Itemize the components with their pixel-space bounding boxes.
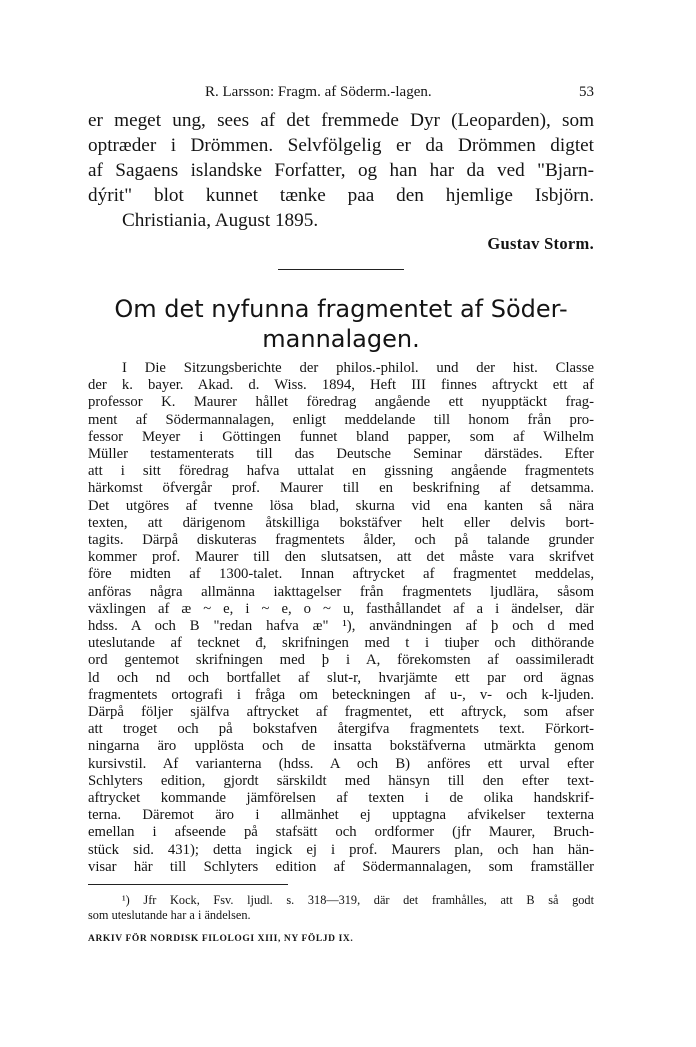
article-title bbox=[88, 294, 594, 354]
printer-signature-line: ARKIV FÖR NORDISK FILOLOGI XIII, NY FÖLJD IX. bbox=[88, 934, 354, 945]
article-title-line: Om det nyfunna fragmentet af Söder- bbox=[114, 295, 568, 323]
text-line: er meget ung, sees af det fremmede Dyr (Leoparden), som bbox=[88, 110, 594, 131]
text-line: hdss. A och B "redan hafva æ" ¹), användningen af þ och d med bbox=[88, 618, 594, 635]
text-line: tagits. Därpå diskuteras fragmentets ålder, och på talande grunder bbox=[88, 532, 594, 549]
running-head bbox=[88, 84, 594, 108]
text-line: att troget och på bokstafven återgifva fragmentets text. Förkort- bbox=[88, 721, 594, 738]
preceding-article-end bbox=[88, 108, 594, 208]
text-line: fessor Meyer i Göttingen funnet bland papper, som af Wilhelm bbox=[88, 428, 594, 445]
text-line: Müller testamenterats till das Deutsche Seminar därstädes. Efter bbox=[88, 446, 594, 463]
text-line: före midten af 1300-talet. Innan aftrycket af fragmentet meddelas, bbox=[88, 566, 594, 583]
dateline: Christiania, August 1895. bbox=[122, 210, 319, 231]
text-line: Schlyters edition, gjordt särskildt med hänsyn till den efter text- bbox=[88, 772, 594, 789]
footnote bbox=[88, 893, 594, 922]
text-line: dýrit" blot kunnet tænke paa den hjemlige Isbjörn. bbox=[88, 185, 594, 206]
text-line: der k. bayer. Akad. d. Wiss. 1894, Heft III finnes aftryckt ett af bbox=[88, 377, 594, 394]
text-line: optræder i Drömmen. Selvfölgelig er da Drömmen digtet bbox=[88, 135, 594, 156]
text-line: terna. Däremot äro i allmänhet ej upptagna afvikelser texterna bbox=[88, 807, 594, 824]
text-line: att i sitt föredrag hafva uttalat en gissning angående fragmentets bbox=[88, 463, 594, 480]
text-line: fragmentets ortografi i fråga om beteckningen af u-, v- och k-ljuden. bbox=[88, 686, 594, 703]
text-line: texten, att därigenom åtskilliga bokstäfver helt eller delvis bort- bbox=[88, 514, 594, 531]
footnote-line: ¹) Jfr Kock, Fsv. ljudl. s. 318—319, där det framhålles, att B så godt bbox=[122, 893, 594, 908]
text-line: I Die Sitzungsberichte der philos.-philol. und der hist. Classe bbox=[122, 360, 594, 376]
text-line: professor K. Maurer hållet föredrag angående ett nyupptäckt frag- bbox=[88, 394, 594, 411]
text-line: ld och nd och bortfallet af slut-r, hvarjämte ett par ord ägnas bbox=[88, 669, 594, 686]
article-title-line: mannalagen. bbox=[262, 325, 420, 353]
article-body bbox=[88, 360, 594, 876]
text-line: uteslutande af tecknet đ, skrifningen med t i tiuþer och dithörande bbox=[88, 635, 594, 652]
text-line: Därpå följer själfva aftrycket af fragmentet, ett aftryck, som afser bbox=[88, 704, 594, 721]
page bbox=[88, 84, 594, 944]
text-line: af Sagaens islandske Forfatter, og han har da ved "Bjarn- bbox=[88, 160, 594, 181]
text-line: Det utgöres af tvenne lösa blad, skurna vid ena kanten så nära bbox=[88, 497, 594, 514]
text-line: aftrycket kommande jämförelsen af texten i de olika handskrif- bbox=[88, 790, 594, 807]
page-number: 53 bbox=[579, 84, 594, 100]
text-line: växlingen af æ ~ e, i ~ e, o ~ u, fasthållandet af a i ändelser, där bbox=[88, 600, 594, 617]
text-line: visar här till Schlyters edition af Södermannalagen, som framställer bbox=[88, 858, 594, 875]
text-line: härkomst öfvergår prof. Maurer till en beskrifning af detsamma. bbox=[88, 480, 594, 497]
text-line: stück sid. 431); detta ingick ej i prof. Maurers plan, och han hän- bbox=[88, 841, 594, 858]
text-line: anföras några allmänna iakttagelser från fragmentets ljudlära, såsom bbox=[88, 583, 594, 600]
text-line: kommer prof. Maurer till den slutsatsen, att det måste vara skrifvet bbox=[88, 549, 594, 566]
text-line: ment af Södermannalagen, enligt meddelande till honom från pro- bbox=[88, 411, 594, 428]
running-head-title: R. Larsson: Fragm. af Söderm.-lagen. bbox=[205, 84, 432, 100]
text-line: ningarna äro upplösta och de insatta bokstäfverna utmärkta genom bbox=[88, 738, 594, 755]
text-line: emellan i afseende på stafsätt och ordformer (jfr Maurer, Bruch- bbox=[88, 824, 594, 841]
author-signature: Gustav Storm. bbox=[487, 234, 594, 253]
text-line: kursivstil. Af varianterna (hdss. A och B) anföres ett urval efter bbox=[88, 755, 594, 772]
section-divider bbox=[278, 269, 404, 270]
text-line: ord gentemot skrifningen med þ i A, förekomsten af oassimileradt bbox=[88, 652, 594, 669]
footnote-line: som uteslutande har a i ändelsen. bbox=[88, 907, 251, 922]
footnote-divider bbox=[88, 884, 288, 885]
